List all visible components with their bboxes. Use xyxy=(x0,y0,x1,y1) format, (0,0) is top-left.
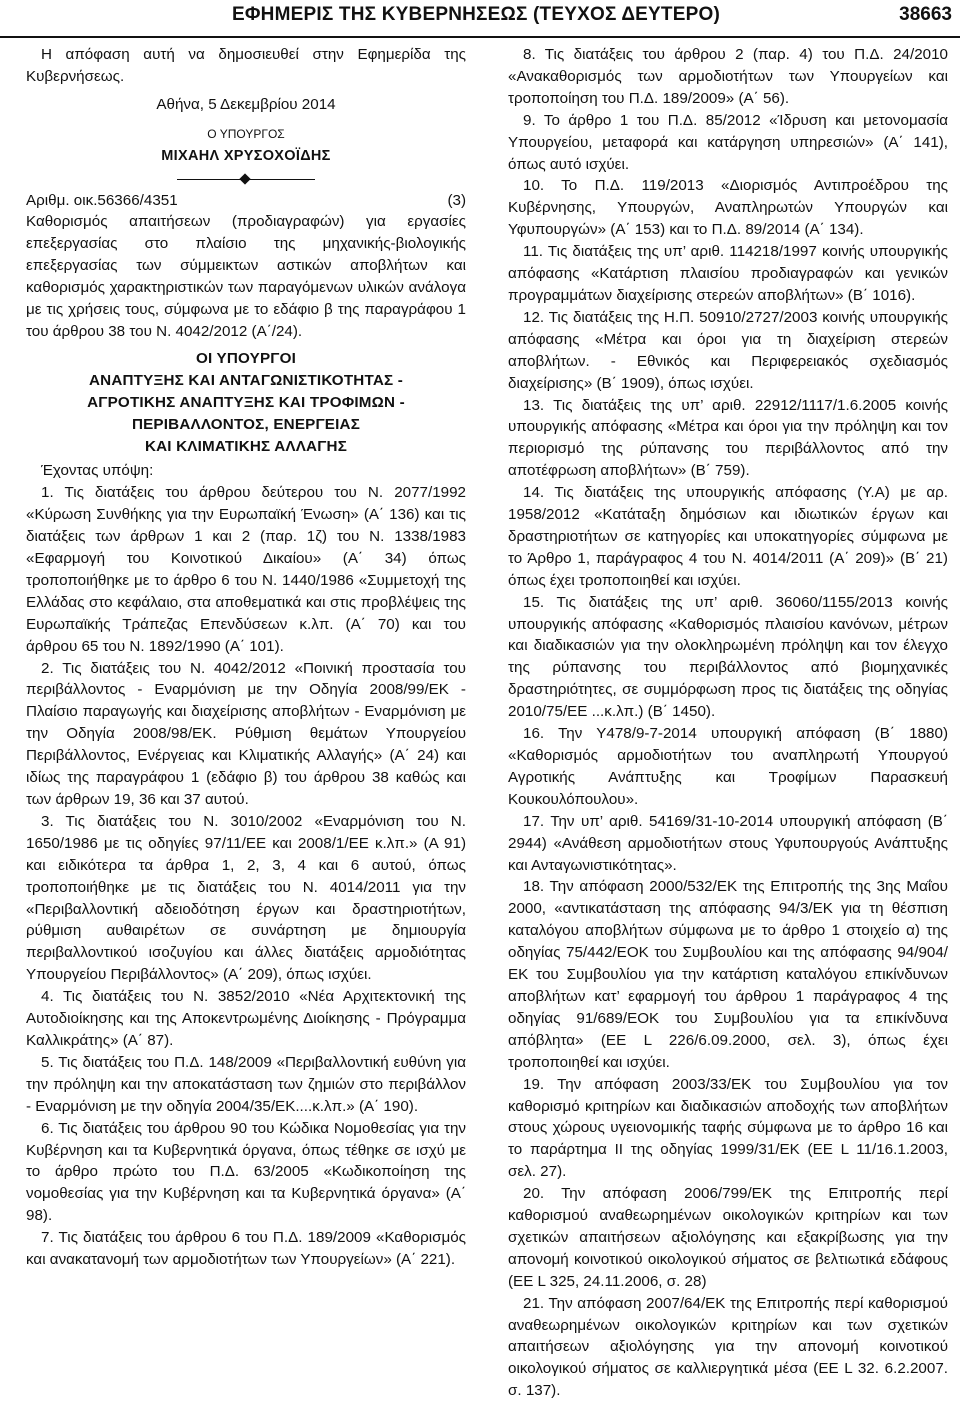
signer-name: ΜΙΧΑΗΛ ΧΡΥΣΟΧΟΪΔΗΣ xyxy=(161,147,331,164)
recital: 4. Τις διατάξεις του Ν. 3852/2010 «Νέα Αρχιτεκτονική της Αυτοδιοίκησης και της Αποκεντρωμένης Διοίκησης - Πρόγραμμα Καλλικράτης» (Α΄ 87). xyxy=(26,988,466,1049)
issuing-authority xyxy=(26,348,466,458)
ministers-line-4: ΠΕΡΙΒΑΛΛΟΝΤΟΣ, ΕΝΕΡΓΕΙΑΣ xyxy=(131,415,361,433)
page-header xyxy=(0,0,960,38)
ministers-line-3: ΑΓΡΟΤΙΚΗΣ ΑΝΑΠΤΥΞΗΣ ΚΑΙ ΤΡΟΦΙΜΩΝ - xyxy=(87,393,405,411)
recital: 21. Την απόφαση 2007/64/ΕΚ της Επιτροπής περί καθορισμού αναθεωρημένων οικολογικών κριτηρίων και των σχετικών απαιτήσεων αξιολόγησης για την απονομή κοινοτικού οικολογικού σήματος σε καλλιεργητικά μέσα (ΕΕ L 32. 6.2.2007. σ. 137). xyxy=(508,1294,948,1400)
recital: 20. Την απόφαση 2006/799/ΕΚ της Επιτροπής περί καθορισμού αναθεωρημένων οικολογικών κριτηρίων και των σχετικών απαιτήσεων αξιολόγησης και εξακρίβωσης για την απονομή κοινοτικού οικολογικού σήματος σε βελτιωτικά εδάφους (ΕΕ L 325, 24.11.2006, σ. 28) xyxy=(508,1185,948,1290)
left-column xyxy=(26,44,466,1271)
right-column xyxy=(508,44,948,1402)
recital: 18. Την απόφαση 2000/532/ΕΚ της Επιτροπής της 3ης Μαΐου 2000, «αντικατάσταση της απόφασης 94/3/ΕΚ για τη θέσπιση καταλόγου αποβλήτων σύμφωνα με το άρθρο 1 στοιχείο α) της οδηγίας 75/442/ΕΟΚ του Συμβουλίου και της απόφασης 94/904/ΕΚ του Συμβουλίου για την κατάρτιση καταλόγου επικίνδυνων αποβλήτων κατ’ εφαρμογή του άρθρου 1 παράγραφος 4 της οδηγίας 91/689/ΕΟΚ του Συμβουλίου για τα επικίνδυνα απόβλητα» (ΕΕ L 226/6.09.2000, σελ. 3), όπως έχει τροποποιηθεί και ισχύει. xyxy=(508,878,948,1071)
ministers-line-2: ΑΝΑΠΤΥΞΗΣ ΚΑΙ ΑΝΤΑΓΩΝΙΣΤΙΚΟΤΗΤΑΣ - xyxy=(89,371,403,389)
recital: 2. Τις διατάξεις του Ν. 4042/2012 «Ποινική προστασία του περιβάλλοντος - Εναρμόνιση με την Οδηγία 2008/99/ΕΚ - Πλαίσιο παραγωγής και διαχείρισης αποβλήτων - Εναρμόνιση με την Οδηγία 2008/98/ΕΚ. Ρύθμιση θεμάτων Υπουργείου Περιβάλλοντος, Ενέργειας και Κλιματικής Αλλαγής» (Α΄ 24) και ιδίως της παραγράφου 1 (εδάφιο β) του άρθρου 38 καθώς και των άρθρων 19, 36 και 37 αυτού. xyxy=(26,659,466,808)
having-regard: Έχοντας υπόψη: xyxy=(41,462,154,480)
recital: 10. Το Π.Δ. 119/2013 «Διορισμός Αντιπροέδρου της Κυβέρνησης, Υπουργών, Αναπληρωτών Υπουργών και Υφυπουργών» (Α΄ 153) και το Π.Δ. 89/2014 (Α΄ 134). xyxy=(508,177,948,239)
recital: 17. Την υπ’ αριθ. 54169/31-10-2014 υπουργική απόφαση (Β΄ 2944) «Ανάθεση αρμοδιοτήτων στους Υφυπουργούς Ανάπτυξης και Ανταγωνιστικότητας». xyxy=(508,812,948,874)
page-number: 38663 xyxy=(899,4,952,25)
recital: 19. Την απόφαση 2003/33/ΕΚ του Συμβουλίου για τον καθορισμό κριτηρίων και διαδικασιών αποδοχής των αποβλήτων στους χώρους υγειονομικής ταφής σύμφωνα με το άρθρο 16 και το παράρτημα ΙΙ της οδηγίας 1999/31/ΕΚ (ΕΕ L 11/16.1.2003, σελ. 27). xyxy=(508,1075,948,1181)
recital: 13. Τις διατάξεις της υπ’ αριθ. 22912/1117/1.6.2005 κοινής υπουργικής απόφασης «Μέτρα και όροι για την πρόληψη και τον περιορισμό της ρύπανσης του περιβάλλοντος από την αποτέφρωση αποβλήτων» (Β΄ 759). xyxy=(508,396,948,480)
decision-number: Αριθμ. οικ.56366/4351 xyxy=(26,191,178,209)
recital: 14. Τις διατάξεις της υπουργικής απόφασης (Υ.Α) με αρ. 1958/2012 «Κατάταξη δημόσιων και ιδιωτικών έργων και δραστηριοτήτων σε κατηγορίες και υποκατηγορίες σύμφωνα με το Άρθρο 1, παράγραφος 4 του Ν. 4014/2011 (Α΄ 209)» (Β΄ 21) όπως έχει τροποποιηθεί και ισχύει. xyxy=(508,484,948,589)
date-line: Αθήνα, 5 Δεκεμβρίου 2014 xyxy=(156,95,336,113)
section-divider xyxy=(26,168,466,190)
recital: 11. Τις διατάξεις της υπ’ αριθ. 114218/1997 κοινής υπουργικής απόφασης «Κατάρτιση πλαισίου προδιαγραφών και γενικών προγραμμάτων διαχείρισης στερεών αποβλήτων» (Β΄ 1016). xyxy=(508,243,948,304)
recital: 12. Τις διατάξεις της Η.Π. 50910/2727/2003 κοινής υπουργικής απόφασης «Μέτρα και όροι για τη διαχείριση στερεών αποβλήτων. - Εθνικός και Περιφερειακός σχεδιασμός διαχείρισης» (Β΄ 1909), όπως ισχύει. xyxy=(508,308,948,392)
signer-title: Ο ΥΠΟΥΡΓΟΣ xyxy=(207,126,285,141)
decision-title: Καθορισμός απαιτήσεων (προδιαγραφών) για εργασίες επεξεργασίας στο πλαίσιο της μηχανικής-βιολογικής επεξεργασίας των σύμμεικτων αστικών αποβλήτων και καθορισμός χαρακτηριστικών των παραγόμενων υλικών ανάλογα με τις χρήσεις τους, σύμφωνα με το εδάφιο β της παραγράφου 1 του άρθρου 38 του Ν. 4042/2012 (Α΄/24). xyxy=(26,213,466,340)
recital: 15. Τις διατάξεις της υπ’ αριθ. 36060/1155/2013 κοινής υπουργικής απόφασης «Καθορισμός πλαισίου κανόνων, μέτρων και διαδικασιών για την ολοκληρωμένη πρόληψη και τον έλεγχο της ρύπανσης του περιβάλλοντος από βιομηχανικές δραστηριότητες, σε συμμόρφωση προς τις διατάξεις της οδηγίας 2010/75/ΕΕ ...κ.λπ.) (Β΄ 1450). xyxy=(508,593,948,721)
recital: 1. Τις διατάξεις του άρθρου δεύτερου του Ν. 2077/1992 «Κύρωση Συνθήκης για την Ευρωπαϊκή Ένωση» (Α΄ 136) και τις διατάξεις των άρθρων 1 και 2 (παρ. 1ζ) του Ν. 1338/1983 «Εφαρμογή του Κοινοτικού Δικαίου» (Α΄ 34) όπως τροποποιήθηκε με το άρθρο 6 του Ν. 1440/1986 «Συμμετοχή της Ελλάδας στο κεφάλαιο, στα αποθεματικά και στις προβλέψεις της Ευρωπαϊκής Τράπεζας Επενδύσεων κ.λπ. (Α΄ 70) και του άρθρου 65 του Ν. 1892/1990 (Α΄ 101). xyxy=(26,484,466,655)
recital: 6. Τις διατάξεις του άρθρου 90 του Κώδικα Νομοθεσίας για την Κυβέρνηση και τα Κυβερνητικά όργανα, όπως τέθηκε σε ισχύ με το άρθρο πρώτο του Π.Δ. 63/2005 «Κωδικοποίηση της νομοθεσίας για την Κυβέρνηση και τα Κυβερνητικά όργανα» (Α΄ 98). xyxy=(26,1119,466,1225)
recital: 7. Τις διατάξεις του άρθρου 6 του Π.Δ. 189/2009 «Καθορισμός και ανακατανομή των αρμοδιοτήτων των Υπουργείων» (Α΄ 221). xyxy=(26,1229,466,1269)
recital: 9. Το άρθρο 1 του Π.Δ. 85/2012 «Ίδρυση και μετονομασία Υπουργείου, μεταφορά και κατάργηση υπηρεσιών» (Α΄ 141), όπως αυτό ισχύει. xyxy=(508,111,948,173)
decision-heading xyxy=(26,190,466,212)
diamond-ornament xyxy=(239,173,250,184)
ministers-line-1: ΟΙ ΥΠΟΥΡΓΟΙ xyxy=(195,349,297,367)
ministers-line-5: ΚΑΙ ΚΛΙΜΑΤΙΚΗΣ ΑΛΛΑΓΗΣ xyxy=(144,437,348,455)
gazette-title: ΕΦΗΜΕΡΙΣ ΤΗΣ ΚΥΒΕΡΝΗΣΕΩΣ (ΤΕΥΧΟΣ ΔΕΥΤΕΡΟ) xyxy=(232,4,720,25)
recital: 5. Τις διατάξεις του Π.Δ. 148/2009 «Περιβαλλοντική ευθύνη για την πρόληψη και την αποκατάσταση των ζημιών στο περιβάλλον - Εναρμόνιση με την οδηγία 2004/35/ΕΚ....κ.λπ.» (Α΄ 190). xyxy=(26,1053,466,1115)
publication-order: Η απόφαση αυτή να δημοσιευθεί στην Εφημερίδα της Κυβερνήσεως. xyxy=(26,46,466,85)
decision-ref: (3) xyxy=(447,191,466,209)
recital: 3. Τις διατάξεις του Ν. 3010/2002 «Εναρμόνιση του Ν. 1650/1986 με τις οδηγίες 97/11/ΕΕ και 2008/1/ΕΕ κ.λπ.» (Α 91) και ειδικότερα τα άρθρα 1, 2, 3, 4 και 6 αυτού, όπως τροποποιήθηκε με τις διατάξεις του Ν. 4014/2011 για την «Περιβαλλοντική αδειοδότηση έργων και δραστηριοτήτων, ρύθμιση αυθαιρέτων σε συνάρτηση με δημιουργία περιβαλλοντικού ισοζυγίου και άλλες διατάξεις αρμοδιότητας Υπουργείου Περιβάλλοντος» (Α΄ 209), όπως ισχύει. xyxy=(26,812,466,984)
recital: 16. Την Υ478/9-7-2014 υπουργική απόφαση (Β΄ 1880) «Καθορισμός αρμοδιοτήτων του αναπληρωτή Υπουργού Αγροτικής Ανάπτυξης και Τροφίμων Παρασκευή Κουκουλόπουλου». xyxy=(508,725,948,808)
recital: 8. Τις διατάξεις του άρθρου 2 (παρ. 4) του Π.Δ. 24/2010 «Ανακαθορισμός των αρμοδιοτήτων των Υπουργείων και τροποποίηση του Π.Δ. 189/2009» (Α΄ 56). xyxy=(508,46,948,107)
